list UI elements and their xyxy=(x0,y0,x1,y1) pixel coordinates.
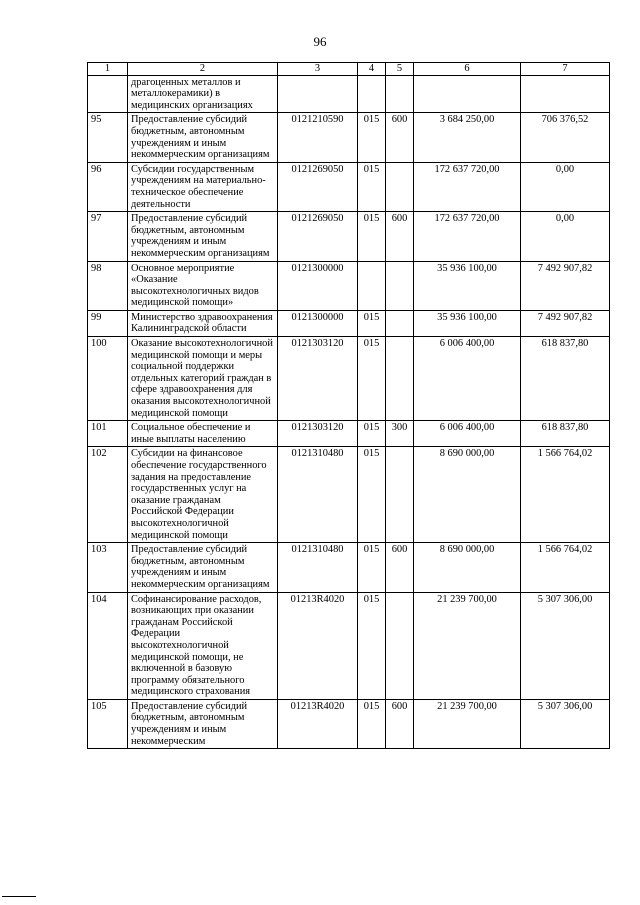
table-row xyxy=(88,261,610,310)
table-row xyxy=(88,543,610,592)
row-col-5: 600 xyxy=(386,212,414,261)
row-col-7: 0,00 xyxy=(521,212,610,261)
row-name: Министерство здравоохранения Калининградской области xyxy=(128,310,278,336)
row-col-5 xyxy=(386,75,414,113)
row-col-5 xyxy=(386,592,414,699)
row-number xyxy=(88,75,128,113)
row-col-7: 7 492 907,82 xyxy=(521,310,610,336)
row-col-5 xyxy=(386,447,414,543)
footnote-divider xyxy=(2,896,36,897)
row-number: 98 xyxy=(88,261,128,310)
row-col-4 xyxy=(358,261,386,310)
row-code: 01213R4020 xyxy=(278,699,358,748)
row-code: 0121310480 xyxy=(278,543,358,592)
table-row xyxy=(88,337,610,421)
row-col-4: 015 xyxy=(358,592,386,699)
page-number: 96 xyxy=(313,34,327,49)
row-col-7: 1 566 764,02 xyxy=(521,543,610,592)
row-col-5: 600 xyxy=(386,543,414,592)
row-name: Субсидии на финансовое обеспечение государственного задания на предоставление государственных услуг на оказание гражданам Российской Федерации высокотехнологичной медицинской помощи xyxy=(128,447,278,543)
row-col-5 xyxy=(386,337,414,421)
row-col-4: 015 xyxy=(358,421,386,447)
row-col-7: 618 837,80 xyxy=(521,421,610,447)
table-row xyxy=(88,699,610,748)
row-name: Софинансирование расходов, возникающих при оказании гражданам Российской Федерации высокотехнологичной медицинской помощи, не включенной в базовую программу обязательного медицинского страхования xyxy=(128,592,278,699)
row-code: 0121269050 xyxy=(278,162,358,211)
table-row xyxy=(88,447,610,543)
header-row xyxy=(88,63,610,76)
row-col-7: 0,00 xyxy=(521,162,610,211)
header-col-2: 2 xyxy=(128,63,278,76)
row-col-5: 300 xyxy=(386,421,414,447)
row-code: 0121300000 xyxy=(278,310,358,336)
row-number: 96 xyxy=(88,162,128,211)
row-number: 95 xyxy=(88,113,128,162)
header-col-3: 3 xyxy=(278,63,358,76)
table-row xyxy=(88,75,610,113)
row-col-7 xyxy=(521,75,610,113)
row-name: Предоставление субсидий бюджетным, автономным учреждениям и иным некоммерческим xyxy=(128,699,278,748)
row-col-5 xyxy=(386,261,414,310)
row-col-6: 3 684 250,00 xyxy=(414,113,521,162)
row-name: Социальное обеспечение и иные выплаты населению xyxy=(128,421,278,447)
row-col-6 xyxy=(414,75,521,113)
row-name: Предоставление субсидий бюджетным, автономным учреждениям и иным некоммерческим организациям xyxy=(128,543,278,592)
row-col-5 xyxy=(386,310,414,336)
row-col-4: 015 xyxy=(358,310,386,336)
row-col-5: 600 xyxy=(386,113,414,162)
row-col-6: 6 006 400,00 xyxy=(414,421,521,447)
row-code: 0121300000 xyxy=(278,261,358,310)
row-col-7: 5 307 306,00 xyxy=(521,699,610,748)
row-col-7: 618 837,80 xyxy=(521,337,610,421)
row-col-5 xyxy=(386,162,414,211)
row-number: 101 xyxy=(88,421,128,447)
row-col-6: 8 690 000,00 xyxy=(414,543,521,592)
row-code: 0121269050 xyxy=(278,212,358,261)
row-col-4: 015 xyxy=(358,447,386,543)
header-col-4: 4 xyxy=(358,63,386,76)
row-col-7: 7 492 907,82 xyxy=(521,261,610,310)
row-name: Оказание высокотехнологичной медицинской помощи и меры социальной поддержки отдельных категорий граждан в сфере здравоохранения для оказания высокотехнологичной медицинской помощи xyxy=(128,337,278,421)
row-col-4: 015 xyxy=(358,699,386,748)
row-number: 97 xyxy=(88,212,128,261)
header-col-5: 5 xyxy=(386,63,414,76)
row-col-6: 172 637 720,00 xyxy=(414,162,521,211)
row-col-4: 015 xyxy=(358,543,386,592)
row-code: 01213R4020 xyxy=(278,592,358,699)
row-name: Предоставление субсидий бюджетным, автономным учреждениям и иным некоммерческим организациям xyxy=(128,212,278,261)
row-code: 0121310480 xyxy=(278,447,358,543)
row-name: Основное мероприятие «Оказание высокотехнологичных видов медицинской помощи» xyxy=(128,261,278,310)
row-col-6: 21 239 700,00 xyxy=(414,592,521,699)
header-col-1: 1 xyxy=(88,63,128,76)
row-number: 105 xyxy=(88,699,128,748)
table-row xyxy=(88,113,610,162)
row-col-4: 015 xyxy=(358,162,386,211)
row-number: 104 xyxy=(88,592,128,699)
row-col-4: 015 xyxy=(358,113,386,162)
row-col-6: 21 239 700,00 xyxy=(414,699,521,748)
table-row xyxy=(88,592,610,699)
row-name: Субсидии государственным учреждениям на материально-техническое обеспечение деятельности xyxy=(128,162,278,211)
row-col-4: 015 xyxy=(358,337,386,421)
row-name: драгоценных металлов и металлокерамики) в медицинских организациях xyxy=(128,75,278,113)
row-col-6: 8 690 000,00 xyxy=(414,447,521,543)
row-code: 0121303120 xyxy=(278,421,358,447)
row-col-7: 1 566 764,02 xyxy=(521,447,610,543)
row-code: 0121210590 xyxy=(278,113,358,162)
row-col-7: 5 307 306,00 xyxy=(521,592,610,699)
row-col-6: 35 936 100,00 xyxy=(414,261,521,310)
row-col-6: 35 936 100,00 xyxy=(414,310,521,336)
row-number: 100 xyxy=(88,337,128,421)
row-col-4: 015 xyxy=(358,212,386,261)
row-name: Предоставление субсидий бюджетным, автономным учреждениям и иным некоммерческим организациям xyxy=(128,113,278,162)
row-col-6: 172 637 720,00 xyxy=(414,212,521,261)
row-col-7: 706 376,52 xyxy=(521,113,610,162)
table-row xyxy=(88,421,610,447)
table-row xyxy=(88,310,610,336)
row-code xyxy=(278,75,358,113)
row-code: 0121303120 xyxy=(278,337,358,421)
row-number: 103 xyxy=(88,543,128,592)
row-number: 99 xyxy=(88,310,128,336)
header-col-7: 7 xyxy=(521,63,610,76)
row-col-6: 6 006 400,00 xyxy=(414,337,521,421)
row-col-5: 600 xyxy=(386,699,414,748)
header-col-6: 6 xyxy=(414,63,521,76)
budget-table xyxy=(87,62,610,749)
table-row xyxy=(88,162,610,211)
row-number: 102 xyxy=(88,447,128,543)
table-row xyxy=(88,212,610,261)
row-col-4 xyxy=(358,75,386,113)
